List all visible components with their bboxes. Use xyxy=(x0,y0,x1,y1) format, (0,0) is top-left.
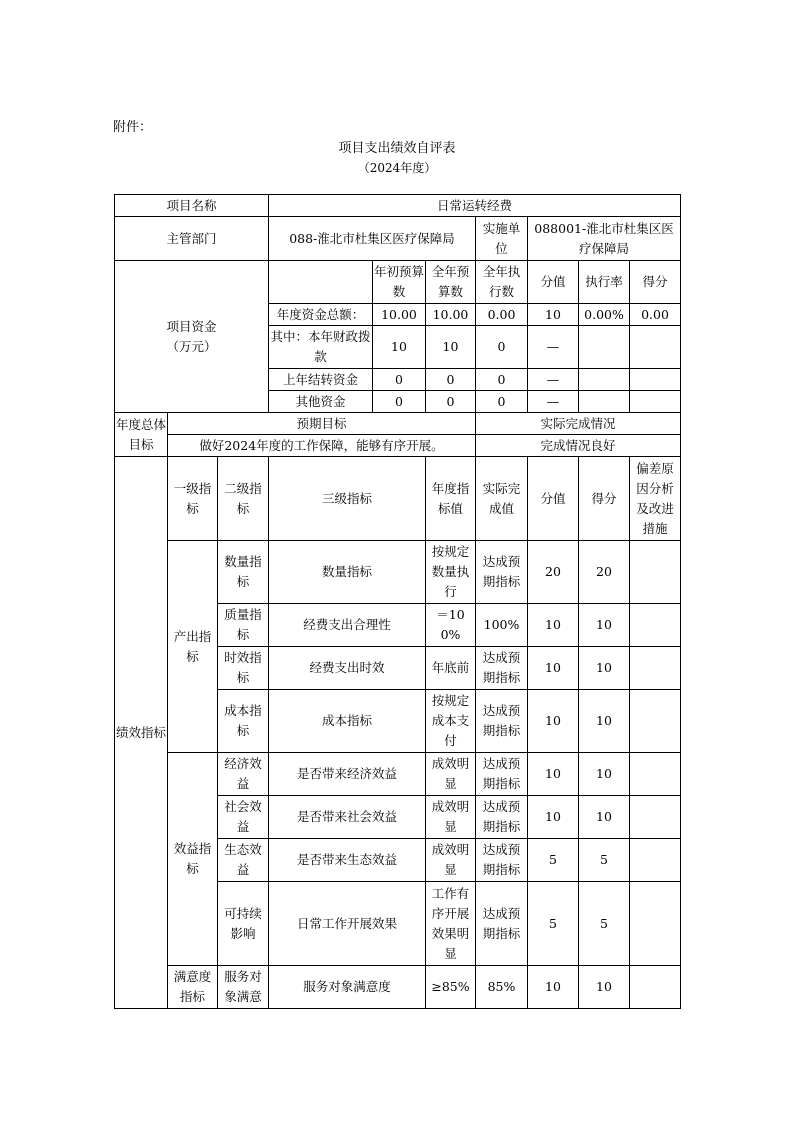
funds-header-initial: 年初预算数 xyxy=(373,261,426,304)
annual-target-value: 成效明显 xyxy=(426,796,476,839)
funds-row-weight: — xyxy=(528,391,579,413)
level3-indicator: 是否带来经济效益 xyxy=(269,753,426,796)
page-title: 项目支出绩效自评表 xyxy=(338,141,456,156)
dept-value: 088-淮北市杜集区医疗保障局 xyxy=(269,217,476,261)
header-level1-indicator: 一级指标 xyxy=(168,457,218,541)
funds-row-annual: 0 xyxy=(426,369,476,391)
weight-value: 10 xyxy=(528,690,579,753)
annual-target-value: 成效明显 xyxy=(426,839,476,882)
level2-indicator: 生态效益 xyxy=(218,839,269,882)
funds-row-initial: 0 xyxy=(373,369,426,391)
funds-row-executed: 0 xyxy=(476,326,528,369)
level1-benefit-indicators: 效益指标 xyxy=(168,753,218,966)
score-value: 10 xyxy=(579,753,630,796)
funds-header-weight: 分值 xyxy=(528,261,579,304)
funds-row-annual: 10.00 xyxy=(426,304,476,326)
level3-indicator: 经费支出时效 xyxy=(269,647,426,690)
page-subtitle-year: （2024年度） xyxy=(357,161,437,175)
weight-value: 5 xyxy=(528,882,579,966)
funds-row-rate xyxy=(579,326,630,369)
level1-satisfaction-indicators: 满意度指标 xyxy=(168,966,218,1009)
annual-target-value: 工作有序开展效果明显 xyxy=(426,882,476,966)
funds-row-rate xyxy=(579,391,630,413)
funds-header-annual: 全年预算数 xyxy=(426,261,476,304)
funds-label: 项目资金 xyxy=(166,318,217,334)
score-value: 10 xyxy=(579,690,630,753)
header-level2-indicator: 二级指标 xyxy=(218,457,269,541)
actual-value: 达成预期指标 xyxy=(476,753,528,796)
level2-indicator: 可持续影响 xyxy=(218,882,269,966)
funds-row-score: 0.00 xyxy=(630,304,681,326)
implementing-unit-label: 实施单位 xyxy=(476,217,528,261)
level2-indicator: 服务对象满意 xyxy=(218,966,269,1009)
performance-self-evaluation-table xyxy=(114,194,681,1009)
level2-indicator: 时效指标 xyxy=(218,647,269,690)
funds-row-score xyxy=(630,369,681,391)
weight-value: 20 xyxy=(528,541,579,604)
funds-row-initial: 0 xyxy=(373,391,426,413)
level1-output-indicators: 产出指标 xyxy=(168,541,218,753)
level3-indicator: 日常工作开展效果 xyxy=(269,882,426,966)
actual-completion-header: 实际完成情况 xyxy=(476,413,681,435)
header-weight: 分值 xyxy=(528,457,579,541)
score-value: 20 xyxy=(579,541,630,604)
header-actual-value: 实际完成值 xyxy=(476,457,528,541)
actual-value: 达成预期指标 xyxy=(476,541,528,604)
actual-value: 100% xyxy=(476,604,528,647)
level3-indicator: 是否带来社会效益 xyxy=(269,796,426,839)
header-deviation-analysis: 偏差原因分析及改进措施 xyxy=(630,457,681,541)
actual-completion-text: 完成情况良好 xyxy=(476,435,681,457)
actual-value: 达成预期指标 xyxy=(476,882,528,966)
funds-header-blank xyxy=(269,261,373,304)
deviation-cell xyxy=(630,796,681,839)
weight-value: 10 xyxy=(528,647,579,690)
score-value: 10 xyxy=(579,796,630,839)
score-value: 5 xyxy=(579,882,630,966)
expected-goal-text: 做好2024年度的工作保障，能够有序开展。 xyxy=(168,435,476,457)
funds-row-annual: 0 xyxy=(426,391,476,413)
annual-target-value: 成效明显 xyxy=(426,753,476,796)
deviation-cell xyxy=(630,753,681,796)
deviation-cell xyxy=(630,647,681,690)
level2-indicator: 成本指标 xyxy=(218,690,269,753)
header-level3-indicator: 三级指标 xyxy=(269,457,426,541)
expected-goal-header: 预期目标 xyxy=(168,413,476,435)
annual-target-value: ＝100% xyxy=(426,604,476,647)
project-name-label: 项目名称 xyxy=(115,195,269,217)
dept-label: 主管部门 xyxy=(115,217,269,261)
deviation-cell xyxy=(630,966,681,1009)
actual-value: 达成预期指标 xyxy=(476,690,528,753)
deviation-cell xyxy=(630,541,681,604)
performance-indicators-label: 绩效指标 xyxy=(115,457,168,1009)
level2-indicator: 经济效益 xyxy=(218,753,269,796)
attachment-label: 附件： xyxy=(113,120,153,135)
funds-row-label: 年度资金总额： xyxy=(269,304,373,326)
funds-header-rate: 执行率 xyxy=(579,261,630,304)
deviation-cell xyxy=(630,839,681,882)
score-value: 10 xyxy=(579,966,630,1009)
funds-row-rate xyxy=(579,369,630,391)
funds-row-score xyxy=(630,326,681,369)
level3-indicator: 成本指标 xyxy=(269,690,426,753)
funds-row-weight: — xyxy=(528,326,579,369)
weight-value: 10 xyxy=(528,796,579,839)
funds-row-score xyxy=(630,391,681,413)
level3-indicator: 经费支出合理性 xyxy=(269,604,426,647)
level2-indicator: 数量指标 xyxy=(218,541,269,604)
funds-header-score: 得分 xyxy=(630,261,681,304)
funds-row-initial: 10.00 xyxy=(373,304,426,326)
implementing-unit-value: 088001-淮北市杜集区医疗保障局 xyxy=(528,217,681,261)
annual-target-value: ≥85% xyxy=(426,966,476,1009)
weight-value: 10 xyxy=(528,753,579,796)
deviation-cell xyxy=(630,690,681,753)
actual-value: 达成预期指标 xyxy=(476,796,528,839)
funds-row-label: 其他资金 xyxy=(269,391,373,413)
header-score: 得分 xyxy=(579,457,630,541)
funds-row-executed: 0 xyxy=(476,391,528,413)
funds-row-weight: 10 xyxy=(528,304,579,326)
funds-row-executed: 0 xyxy=(476,369,528,391)
deviation-cell xyxy=(630,882,681,966)
funds-header-executed: 全年执行数 xyxy=(476,261,528,304)
level3-indicator: 是否带来生态效益 xyxy=(269,839,426,882)
actual-value: 85% xyxy=(476,966,528,1009)
annual-goal-label: 年度总体目标 xyxy=(115,413,168,457)
score-value: 5 xyxy=(579,839,630,882)
weight-value: 10 xyxy=(528,966,579,1009)
score-value: 10 xyxy=(579,647,630,690)
funds-row-label: 上年结转资金 xyxy=(269,369,373,391)
funds-row-label: 其中：本年财政拨款 xyxy=(269,326,373,369)
project-name-value: 日常运转经费 xyxy=(269,195,681,217)
annual-target-value: 按规定成本支付 xyxy=(426,690,476,753)
funds-row-rate: 0.00% xyxy=(579,304,630,326)
weight-value: 5 xyxy=(528,839,579,882)
funds-row-executed: 0.00 xyxy=(476,304,528,326)
level3-indicator: 数量指标 xyxy=(269,541,426,604)
header-annual-target: 年度指标值 xyxy=(426,457,476,541)
level2-indicator: 社会效益 xyxy=(218,796,269,839)
funds-row-initial: 10 xyxy=(373,326,426,369)
actual-value: 达成预期指标 xyxy=(476,647,528,690)
funds-unit: （万元） xyxy=(166,338,217,354)
score-value: 10 xyxy=(579,604,630,647)
deviation-cell xyxy=(630,604,681,647)
level3-indicator: 服务对象满意度 xyxy=(269,966,426,1009)
weight-value: 10 xyxy=(528,604,579,647)
annual-target-value: 按规定数量执行 xyxy=(426,541,476,604)
funds-label-cell xyxy=(115,261,269,413)
actual-value: 达成预期指标 xyxy=(476,839,528,882)
funds-row-weight: — xyxy=(528,369,579,391)
annual-target-value: 年底前 xyxy=(426,647,476,690)
level2-indicator: 质量指标 xyxy=(218,604,269,647)
funds-row-annual: 10 xyxy=(426,326,476,369)
